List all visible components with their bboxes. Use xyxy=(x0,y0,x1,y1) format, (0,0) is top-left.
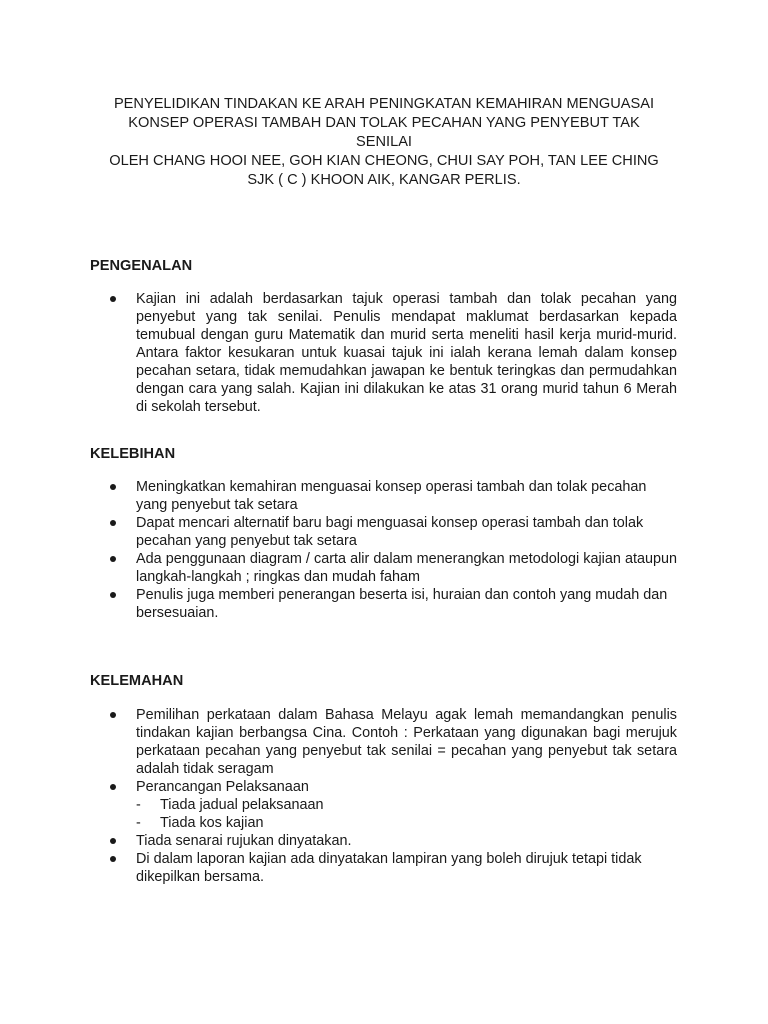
dash-marker: - xyxy=(136,797,141,813)
pengenalan-list xyxy=(90,290,677,416)
list-item xyxy=(90,586,677,622)
title-line: SENILAI xyxy=(356,134,412,150)
section-heading-kelebihan: KELEBIHAN xyxy=(90,446,176,462)
list-item-text: Meningkatkan kemahiran menguasai konsep operasi tambah dan tolak pecahan yang penyebut tak setara xyxy=(136,479,647,513)
sub-list-item xyxy=(136,796,677,814)
list-item-text: Perancangan Pelaksanaan xyxy=(136,779,309,795)
section-heading-pengenalan: PENGENALAN xyxy=(90,258,193,274)
bullet-icon xyxy=(110,556,116,562)
list-item-text: Di dalam laporan kajian ada dinyatakan lampiran yang boleh dirujuk tetapi tidak dikepilkan bersama. xyxy=(136,851,642,885)
section-heading-kelemahan: KELEMAHAN xyxy=(90,673,184,689)
list-item xyxy=(90,832,677,850)
list-item xyxy=(90,778,677,832)
list-item xyxy=(90,550,677,586)
title-line-authors: OLEH CHANG HOOI NEE, GOH KIAN CHEONG, CHUI SAY POH, TAN LEE CHING xyxy=(109,153,659,169)
title-line: KONSEP OPERASI TAMBAH DAN TOLAK PECAHAN YANG PENYEBUT TAK xyxy=(128,115,640,131)
list-item xyxy=(90,850,677,886)
kelemahan-list xyxy=(90,706,677,886)
title-line: PENYELIDIKAN TINDAKAN KE ARAH PENINGKATAN KEMAHIRAN MENGUASAI xyxy=(113,96,655,112)
bullet-icon xyxy=(110,784,116,790)
list-item xyxy=(90,290,677,416)
bullet-icon xyxy=(110,484,116,490)
list-item xyxy=(90,478,677,514)
bullet-icon xyxy=(110,296,116,302)
list-item xyxy=(90,514,677,550)
list-item-text: Tiada senarai rujukan dinyatakan. xyxy=(136,833,352,849)
title-line-school: SJK ( C ) KHOON AIK, KANGAR PERLIS. xyxy=(247,172,521,188)
sub-list-item xyxy=(136,814,677,832)
kelebihan-list xyxy=(90,478,677,622)
bullet-icon xyxy=(110,520,116,526)
list-item-text: Penulis juga memberi penerangan beserta isi, huraian dan contoh yang mudah dan bersesuaian. xyxy=(136,587,668,621)
list-item-text: Pemilihan perkataan dalam Bahasa Melayu agak lemah memandangkan penulis tindakan kajian berbangsa Cina. Contoh : Perkataan yang digunakan bagi merujuk perkataan pecahan yang penyebut tak senilai = pecahan yang penyebut tak setara adalah tidak seragam xyxy=(136,707,677,777)
sub-list-item-text: Tiada kos kajian xyxy=(160,815,264,831)
list-item xyxy=(90,706,677,778)
bullet-icon xyxy=(110,856,116,862)
list-item-text: Dapat mencari alternatif baru bagi menguasai konsep operasi tambah dan tolak pecahan yang penyebut tak setara xyxy=(136,515,644,549)
list-item-text: Kajian ini adalah berdasarkan tajuk operasi tambah dan tolak pecahan yang penyebut yang tak senilai. Penulis mendapat maklumat berdasarkan kepada temubual dengan guru Matematik dan murid serta meneliti hasil kerja murid-murid. Antara faktor kesukaran untuk kuasai tajuk ini ialah kerana lemah dalam konsep pecahan setara, tidak memudahkan jawapan ke bentuk teringkas dan permudahkan dengan cara yang salah. Kajian ini dilakukan ke atas 31 orang murid tahun 6 Merah di sekolah tersebut. xyxy=(136,291,677,415)
dash-marker: - xyxy=(136,815,141,831)
bullet-icon xyxy=(110,592,116,598)
document-title xyxy=(80,95,688,190)
bullet-icon xyxy=(110,712,116,718)
sub-list-item-text: Tiada jadual pelaksanaan xyxy=(160,797,324,813)
list-item-text: Ada penggunaan diagram / carta alir dalam menerangkan metodologi kajian ataupun langkah-langkah ; ringkas dan mudah faham xyxy=(136,551,677,585)
bullet-icon xyxy=(110,838,116,844)
